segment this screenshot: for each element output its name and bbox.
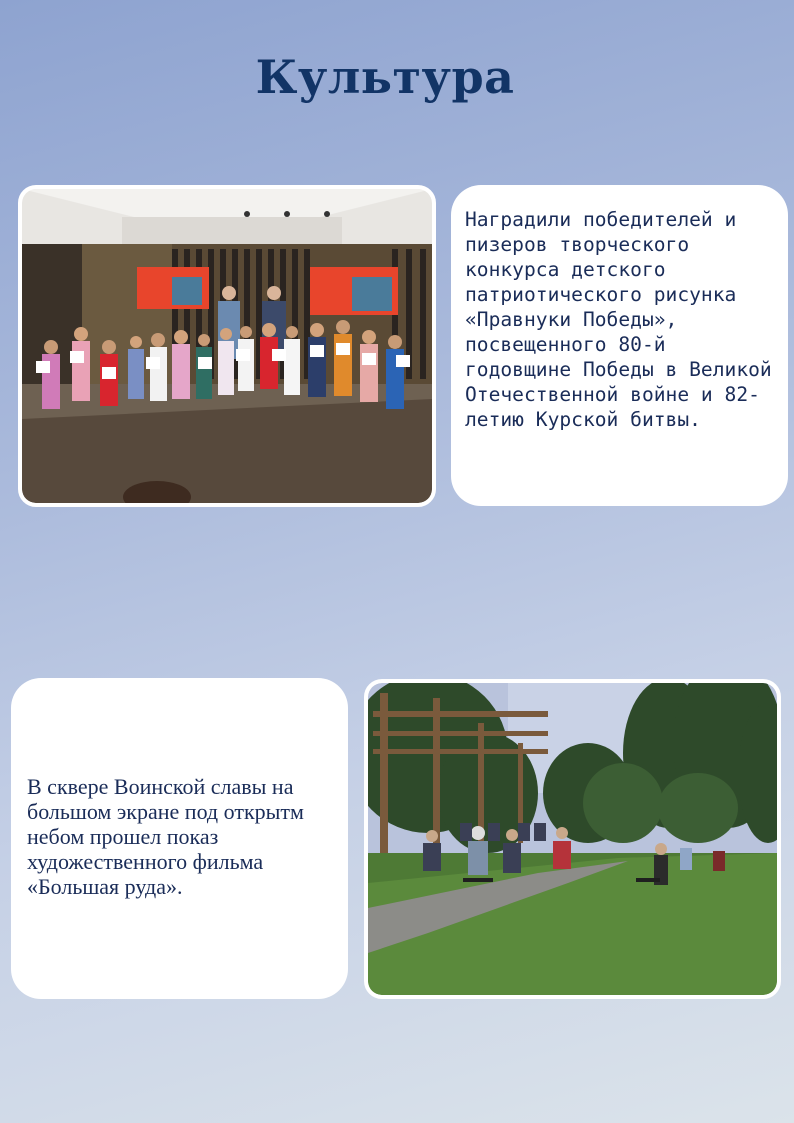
park-screening-photo: [364, 679, 781, 999]
film-screening-text: В сквере Воинской славы на большом экране под открытм небом прошел показ художественного фильма «Большая руда».: [27, 774, 304, 899]
page-title: Культура: [255, 50, 515, 104]
award-news-text: Наградили победителей и пизеров творческого конкурса детского патриотического рисунка «Правнуки Победы», посвещенного 80-й годовщине Победы в Великой Отечественной войне и 82-летию Курской битвы.: [465, 208, 772, 431]
film-screening-card: [11, 678, 348, 999]
award-ceremony-photo: [18, 185, 436, 507]
award-news-card: [451, 185, 788, 506]
